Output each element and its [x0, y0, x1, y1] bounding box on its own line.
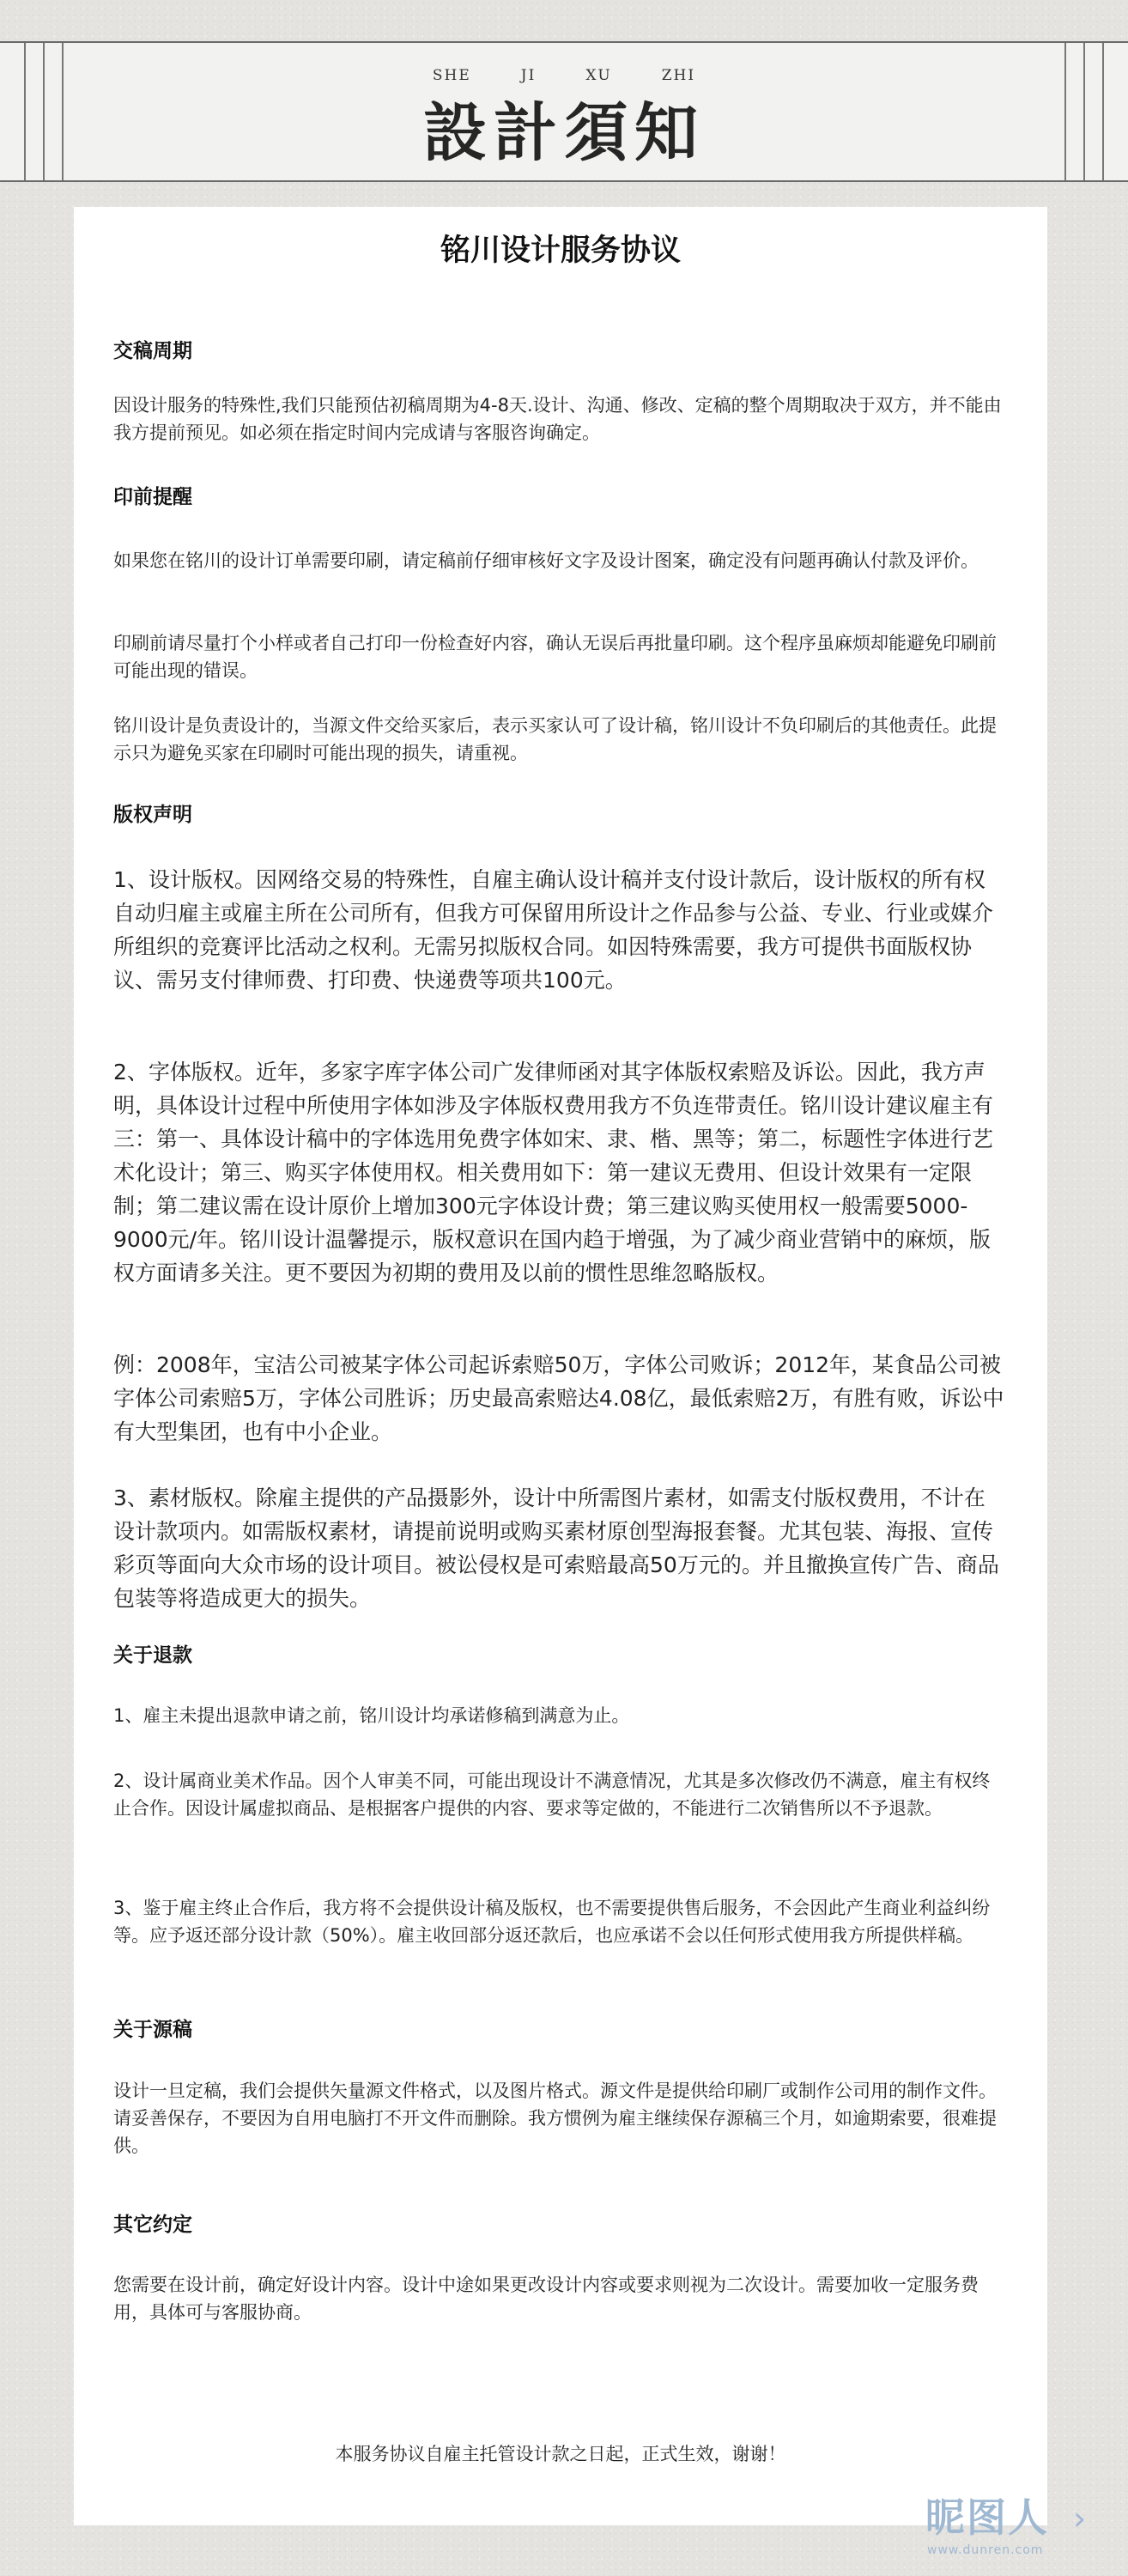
- header-banner: [0, 41, 1128, 182]
- section-heading-delivery: 交稿周期: [113, 340, 192, 362]
- paragraph: 1、雇主未提出退款申请之前，铭川设计均承诺修稿到满意为止。: [113, 1705, 630, 1726]
- paragraph: 设计一旦定稿，我们会提供矢量源文件格式，以及图片格式。源文件是提供给印刷厂或制作公司用的制作文件。请妥善保存，不要因为自用电脑打不开文件而删除。我方惯例为雇主继续保存源稿三个月，如逾期索要，很难提供。: [113, 2081, 997, 2156]
- section-heading-copyright: 版权声明: [113, 804, 192, 826]
- paragraph: 因设计服务的特殊性,我们只能预估初稿周期为4-8天.设计、沟通、修改、定稿的整个周期取决于双方，并不能由我方提前预见。如必须在指定时间内完成请与客服咨询确定。: [113, 395, 1002, 443]
- section-heading-print-reminder: 印前提醒: [113, 486, 192, 508]
- section-heading-refund: 关于退款: [113, 1644, 192, 1667]
- banner-pinyin: [0, 67, 1128, 84]
- section-heading-other-terms: 其它约定: [113, 2214, 192, 2236]
- document-title: 铭川设计服务协议: [440, 234, 681, 268]
- closing-statement: 本服务协议自雇主托管设计款之日起，正式生效，谢谢！: [335, 2444, 786, 2464]
- paragraph: 您需要在设计前，确定好设计内容。设计中途如果更改设计内容或要求则视为二次设计。需要加收一定服务费用，具体可与客服协商。: [113, 2275, 979, 2323]
- banner-title: 設計須知: [423, 96, 705, 170]
- watermark-url: www.dunren.com: [927, 2543, 1044, 2557]
- paragraph: 3、素材版权。除雇主提供的产品摄影外，设计中所需图片素材，如需支付版权费用，不计在设计款项内。如需版权素材，请提前说明或购买素材原创型海报套餐。尤其包装、海报、宣传彩页等面向大众市场的设计项目。被讼侵权是可索赔最高50万元的。并且撤换宣传广告、商品包装等将造成更大的损失。: [113, 1485, 999, 1611]
- paragraph: 如果您在铭川的设计订单需要印刷，请定稿前仔细审核好文字及设计图案，确定没有问题再确认付款及评价。: [113, 550, 979, 571]
- chevron-right-icon: ›: [1073, 2500, 1087, 2537]
- paragraph: 2、设计属商业美术作品。因个人审美不同，可能出现设计不满意情况，尤其是多次修改仍不满意，雇主有权终止合作。因设计属虚拟商品、是根据客户提供的内容、要求等定做的，不能进行二次销售所以不予退款。: [113, 1771, 991, 1819]
- site-watermark: [925, 2494, 1097, 2563]
- pinyin-syllable: XU: [585, 67, 612, 84]
- paragraph: 2、字体版权。近年，多家字库字体公司广发律师函对其字体版权索赔及诉讼。因此，我方声明，具体设计过程中所使用字体如涉及字体版权费用我方不负连带责任。铭川设计建议雇主有三：第一、具体设计稿中的字体选用免费字体如宋、隶、楷、黑等；第二，标题性字体进行艺术化设计；第三、购买字体使用权。相关费用如下：第一建议无费用、但设计效果有一定限制；第二建议需在设计原价上增加300元字体设计费；第三建议购买使用权一般需要5000-9000元/年。铭川设计温馨提示，版权意识在国内趋于增强，为了减少商业营销中的麻烦，版权方面请多关注。更不要因为初期的费用及以前的惯性思维忽略版权。: [113, 1060, 994, 1285]
- watermark-logo-text: 昵图人: [925, 2494, 1049, 2541]
- section-heading-source-files: 关于源稿: [113, 2019, 192, 2041]
- pinyin-syllable: SHE: [432, 67, 471, 84]
- paragraph: 1、设计版权。因网络交易的特殊性，自雇主确认设计稿并支付设计款后，设计版权的所有权自动归雇主或雇主所在公司所有，但我方可保留用所设计之作品参与公益、专业、行业或媒介所组织的竞赛评比活动之权利。无需另拟版权合同。如因特殊需要，我方可提供书面版权协议、需另支付律师费、打印费、快递费等项共100元。: [113, 867, 994, 993]
- paragraph: 例：2008年，宝洁公司被某字体公司起诉索赔50万，字体公司败诉；2012年，某食品公司被字体公司索赔5万，字体公司胜诉；历史最高索赔达4.08亿，最低索赔2万，有胜有败，诉讼中有大型集团，也有中小企业。: [113, 1352, 1004, 1444]
- pinyin-syllable: ZHI: [661, 67, 696, 84]
- pinyin-syllable: JI: [520, 67, 537, 84]
- paragraph: 铭川设计是负责设计的，当源文件交给买家后，表示买家认可了设计稿，铭川设计不负印刷后的其他责任。此提示只为避免买家在印刷时可能出现的损失，请重视。: [113, 715, 997, 763]
- paragraph: 3、鉴于雇主终止合作后，我方将不会提供设计稿及版权，也不需要提供售后服务，不会因此产生商业利益纠纷等。应予返还部分设计款（50%）。雇主收回部分返还款后，也应承诺不会以任何形式使用我方所提供样稿。: [113, 1898, 991, 1946]
- agreement-card: [74, 207, 1047, 2525]
- paragraph: 印刷前请尽量打个小样或者自己打印一份检查好内容，确认无误后再批量印刷。这个程序虽麻烦却能避免印刷前可能出现的错误。: [113, 633, 997, 681]
